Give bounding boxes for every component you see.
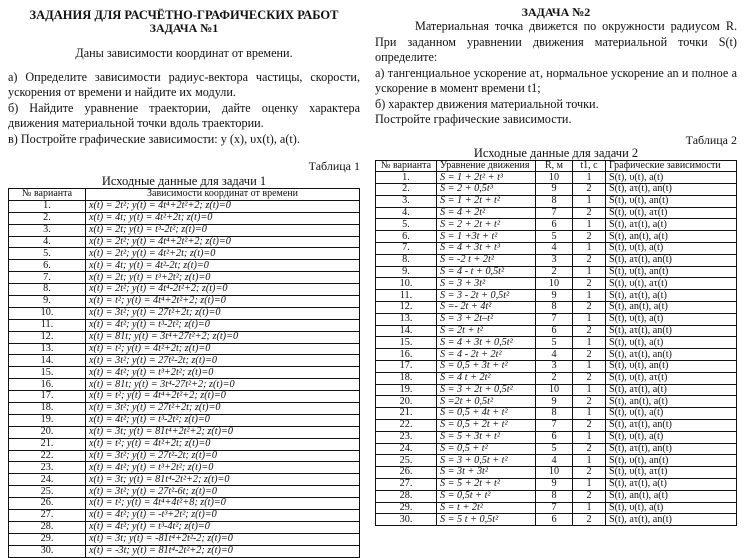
motion-equation: S = t + 2t² <box>437 502 536 514</box>
table-row <box>9 343 360 355</box>
motion-equation: S = 4 - 2t + 2t² <box>437 349 536 361</box>
motion-equation: S = 4 + 3t + t³ <box>437 243 536 255</box>
radius-value: 6 <box>536 219 573 231</box>
table-row <box>376 231 737 243</box>
coordinate-dependencies: x(t) = 3t²; y(t) = 27t²-2t; z(t)=0 <box>86 355 360 367</box>
time-value: 2 <box>573 467 606 479</box>
coordinate-dependencies: x(t) = 2t; y(t) = t³-2t²; z(t)=0 <box>86 224 360 236</box>
coordinate-dependencies: x(t) = 2t²; y(t) = 4t⁴+2t²+2; z(t)=0 <box>86 200 360 212</box>
radius-value: 7 <box>536 502 573 514</box>
graph-dependencies: S(t), aτ(t), a(t) <box>606 219 737 231</box>
time-value: 2 <box>573 396 606 408</box>
variant-number: 28. <box>9 521 86 533</box>
graph-dependencies: S(t), υ(t), a(t) <box>606 502 737 514</box>
task2-title: ЗАДАЧА №2 <box>521 5 591 19</box>
time-value: 1 <box>573 243 606 255</box>
table-row <box>9 379 360 391</box>
variant-number: 23. <box>376 431 437 443</box>
variant-number: 22. <box>9 450 86 462</box>
variant-number: 24. <box>9 474 86 486</box>
motion-equation: S =- 2t + 4t² <box>437 302 536 314</box>
graph-dependencies: S(t), υ(t), aτ(t) <box>606 372 737 384</box>
variant-number: 13. <box>376 313 437 325</box>
graph-dependencies: S(t), aτ(t), an(t) <box>606 443 737 455</box>
table-row <box>376 455 737 467</box>
task1-item-c: в) Постройте графические зависимости: y (x), υx(t), a(t). <box>8 131 300 146</box>
variant-number: 19. <box>376 384 437 396</box>
time-value: 1 <box>573 337 606 349</box>
graph-dependencies: S(t), aτ(t), a(t) <box>606 290 737 302</box>
radius-value: 9 <box>536 184 573 196</box>
variant-number: 30. <box>9 545 86 557</box>
time-value: 1 <box>573 266 606 278</box>
task2-item-b: б) характер движения материальной точки. <box>375 96 599 111</box>
graph-dependencies: S(t), aτ(t), an(t) <box>606 254 737 266</box>
variant-number: 27. <box>9 510 86 522</box>
variant-number: 15. <box>9 367 86 379</box>
radius-value: 4 <box>536 349 573 361</box>
table-row <box>9 224 360 236</box>
table-row <box>376 254 737 266</box>
variant-number: 22. <box>376 420 437 432</box>
coordinate-dependencies: x(t) = 3t²; y(t) = 27t²+2t; z(t)=0 <box>86 403 360 415</box>
variant-number: 2. <box>376 184 437 196</box>
variant-number: 16. <box>9 379 86 391</box>
coordinate-dependencies: x(t) = t²; y(t) = 4t²+2t; z(t)=0 <box>86 343 360 355</box>
table-row <box>376 302 737 314</box>
variant-number: 1. <box>376 172 437 184</box>
coordinate-dependencies: x(t) = -3t; y(t) = 81t⁴-2t²+2; z(t)=0 <box>86 545 360 557</box>
variant-number: 3. <box>9 224 86 236</box>
table-row <box>376 514 737 526</box>
coordinate-dependencies: x(t) = 3t²; y(t) = 27t²-6t; z(t)=0 <box>86 486 360 498</box>
graph-dependencies: S(t), an(t), a(t) <box>606 396 737 408</box>
motion-equation: S = 4 t + 2t² <box>437 372 536 384</box>
variant-number: 15. <box>376 337 437 349</box>
table-row <box>376 349 737 361</box>
motion-equation: S = 0,5 + 3t + t² <box>437 361 536 373</box>
coordinate-dependencies: x(t) = t²; y(t) = 4t⁴+2t²+2; z(t)=0 <box>86 296 360 308</box>
coordinate-dependencies: x(t) = 4t²; y(t) = t³-2t²; z(t)=0 <box>86 319 360 331</box>
variant-number: 9. <box>9 296 86 308</box>
time-value: 2 <box>573 349 606 361</box>
radius-value: 10 <box>536 278 573 290</box>
time-value: 1 <box>573 479 606 491</box>
time-value: 1 <box>573 455 606 467</box>
table-row <box>9 236 360 248</box>
time-value: 2 <box>573 207 606 219</box>
radius-value: 8 <box>536 302 573 314</box>
variant-number: 19. <box>9 414 86 426</box>
table-row <box>376 479 737 491</box>
variant-number: 1. <box>9 200 86 212</box>
table-row <box>376 502 737 514</box>
table-row <box>376 372 737 384</box>
table2-label: Таблица 2 <box>685 132 737 147</box>
radius-value: 3 <box>536 254 573 266</box>
radius-value: 8 <box>536 408 573 420</box>
table-row <box>376 313 737 325</box>
motion-equation: S = 0,5 + 2t + t² <box>437 420 536 432</box>
radius-value: 2 <box>536 372 573 384</box>
time-value: 2 <box>573 302 606 314</box>
variant-number: 26. <box>376 467 437 479</box>
task1-title: ЗАДАЧА №1 <box>149 21 219 35</box>
table1 <box>8 188 360 558</box>
graph-dependencies: S(t), aτ(t), an(t) <box>606 349 737 361</box>
table-row <box>9 498 360 510</box>
table-row <box>9 200 360 212</box>
task2-item-c: Постройте графические зависимости. <box>375 112 572 126</box>
table2-header-graphs: Графические зависимости <box>606 160 737 172</box>
radius-value: 9 <box>536 290 573 302</box>
motion-equation: S = 3 + 3t² <box>437 278 536 290</box>
graph-dependencies: S(t), υ(t), aτ(t) <box>606 278 737 290</box>
variant-number: 14. <box>9 355 86 367</box>
variant-number: 8. <box>9 284 86 296</box>
coordinate-dependencies: x(t) = 2t²; y(t) = 4t²+2t; z(t)=0 <box>86 248 360 260</box>
table1-header-variant: № варианта <box>9 189 86 201</box>
motion-equation: S = 3 - 2t + 0,5t² <box>437 290 536 302</box>
radius-value: 4 <box>536 243 573 255</box>
motion-equation: S =2t + 0,5t² <box>437 396 536 408</box>
time-value: 1 <box>573 313 606 325</box>
variant-number: 28. <box>376 490 437 502</box>
variant-number: 20. <box>376 396 437 408</box>
radius-value: 7 <box>536 313 573 325</box>
graph-dependencies: S(t), υ(t), a(t) <box>606 337 737 349</box>
table-row <box>9 438 360 450</box>
variant-number: 12. <box>376 302 437 314</box>
motion-equation: S = 1 + 2t + t² <box>437 195 536 207</box>
table-row <box>9 284 360 296</box>
motion-equation: S = 5 t + 0,5t² <box>437 514 536 526</box>
task1-intro: Даны зависимости координат от времени. <box>75 46 293 60</box>
variant-number: 17. <box>376 361 437 373</box>
radius-value: 2 <box>536 266 573 278</box>
table-row <box>376 207 737 219</box>
table-row <box>376 490 737 502</box>
table-row <box>9 462 360 474</box>
variant-number: 16. <box>376 349 437 361</box>
table2-header-variant: № варианта <box>376 160 437 172</box>
graph-dependencies: S(t), aτ(t), an(t) <box>606 184 737 196</box>
table-row <box>9 355 360 367</box>
motion-equation: S = 2 + 2t + t² <box>437 219 536 231</box>
graph-dependencies: S(t), υ(t), an(t) <box>606 455 737 467</box>
radius-value: 9 <box>536 479 573 491</box>
coordinate-dependencies: x(t) = 3t²; y(t) = 27t²+2t; z(t)=0 <box>86 307 360 319</box>
radius-value: 8 <box>536 195 573 207</box>
coordinate-dependencies: x(t) = 3t²; y(t) = 27t²-2t; z(t)=0 <box>86 450 360 462</box>
graph-dependencies: S(t), υ(t), a(t) <box>606 243 737 255</box>
table-row <box>376 431 737 443</box>
table-row <box>9 474 360 486</box>
table-row <box>9 296 360 308</box>
variant-number: 29. <box>376 502 437 514</box>
graph-dependencies: S(t), υ(t), an(t) <box>606 195 737 207</box>
table-row <box>9 260 360 272</box>
graph-dependencies: S(t), aτ(t), a(t) <box>606 479 737 491</box>
variant-number: 11. <box>376 290 437 302</box>
graph-dependencies: S(t), υ(t), an(t) <box>606 266 737 278</box>
table-row <box>376 219 737 231</box>
motion-equation: S = 2t + t² <box>437 325 536 337</box>
variant-number: 10. <box>376 278 437 290</box>
motion-equation: S = 3 + 2t–t² <box>437 313 536 325</box>
time-value: 2 <box>573 231 606 243</box>
table-row <box>9 403 360 415</box>
variant-number: 21. <box>376 408 437 420</box>
coordinate-dependencies: x(t) = 81t; y(t) = 3t⁴-27t²+2; z(t)=0 <box>86 379 360 391</box>
coordinate-dependencies: x(t) = 4t²; y(t) = t³+2t²; z(t)=0 <box>86 367 360 379</box>
variant-number: 18. <box>9 403 86 415</box>
table-row <box>376 266 737 278</box>
radius-value: 4 <box>536 455 573 467</box>
motion-equation: S = 4 + 2t² <box>437 207 536 219</box>
coordinate-dependencies: x(t) = 4t²; y(t) = -t³+2t²; z(t)=0 <box>86 510 360 522</box>
coordinate-dependencies: x(t) = t²; y(t) = 4t²+2t; z(t)=0 <box>86 438 360 450</box>
table-row <box>376 243 737 255</box>
motion-equation: S = 1 + 2t² + t³ <box>437 172 536 184</box>
variant-number: 3. <box>376 195 437 207</box>
variant-number: 6. <box>9 260 86 272</box>
task1-item-b: б) Найдите уравнение траектории, дайте оценку характера движения материальной точки вдоль траектории. <box>8 100 360 130</box>
table-row <box>9 367 360 379</box>
radius-value: 10 <box>536 384 573 396</box>
table-row <box>9 331 360 343</box>
table-row <box>9 545 360 557</box>
coordinate-dependencies: x(t) = 3t; y(t) = 81t⁴+2t²+2; z(t)=0 <box>86 426 360 438</box>
coordinate-dependencies: x(t) = 81t; y(t) = 3t⁴+27t²+2; z(t)=0 <box>86 331 360 343</box>
variant-number: 29. <box>9 533 86 545</box>
table-row <box>376 290 737 302</box>
table-row <box>376 443 737 455</box>
radius-value: 3 <box>536 361 573 373</box>
radius-value: 5 <box>536 337 573 349</box>
variant-number: 6. <box>376 231 437 243</box>
graph-dependencies: S(t), υ(t), aτ(t) <box>606 467 737 479</box>
motion-equation: S = 3 + 0,5t + t² <box>437 455 536 467</box>
table-row <box>9 450 360 462</box>
variant-number: 7. <box>9 272 86 284</box>
variant-number: 4. <box>9 236 86 248</box>
motion-equation: S = 0,5t + t² <box>437 490 536 502</box>
table-row <box>376 184 737 196</box>
table1-header-row <box>9 189 360 201</box>
motion-equation: S = 0,5 + t² <box>437 443 536 455</box>
variant-number: 12. <box>9 331 86 343</box>
table2-header-equation: Уравнение движения <box>437 160 536 172</box>
time-value: 2 <box>573 254 606 266</box>
variant-number: 24. <box>376 443 437 455</box>
table2-header-radius: R, м <box>536 160 573 172</box>
time-value: 1 <box>573 408 606 420</box>
motion-equation: S = 5 + 2t + t² <box>437 479 536 491</box>
table1-label: Таблица 1 <box>308 159 360 173</box>
motion-equation: S = 1 +3t + t² <box>437 231 536 243</box>
table-row <box>9 319 360 331</box>
graph-dependencies: S(t), an(t), a(t) <box>606 302 737 314</box>
time-value: 1 <box>573 502 606 514</box>
table2-header-row <box>376 160 737 172</box>
motion-equation: S = 5 + 3t + t² <box>437 431 536 443</box>
variant-number: 14. <box>376 325 437 337</box>
graph-dependencies: S(t), υ(t), a(t) <box>606 431 737 443</box>
coordinate-dependencies: x(t) = 4t; y(t) = 4t²+2t; z(t)=0 <box>86 212 360 224</box>
coordinate-dependencies: x(t) = 4t²; y(t) = t³+2t²; z(t)=0 <box>86 462 360 474</box>
time-value: 1 <box>573 195 606 207</box>
graph-dependencies: S(t), υ(t), an(t) <box>606 361 737 373</box>
time-value: 1 <box>573 431 606 443</box>
variant-number: 8. <box>376 254 437 266</box>
table-row <box>376 195 737 207</box>
time-value: 2 <box>573 372 606 384</box>
variant-number: 10. <box>9 307 86 319</box>
variant-number: 13. <box>9 343 86 355</box>
radius-value: 9 <box>536 396 573 408</box>
time-value: 1 <box>573 384 606 396</box>
table-row <box>376 420 737 432</box>
time-value: 2 <box>573 184 606 196</box>
coordinate-dependencies: x(t) = 4t; y(t) = 4t²-2t; z(t)=0 <box>86 260 360 272</box>
variant-number: 25. <box>9 486 86 498</box>
table2 <box>375 160 737 527</box>
coordinate-dependencies: x(t) = 2t²; y(t) = 4t⁴+2t²+2; z(t)=0 <box>86 236 360 248</box>
time-value: 1 <box>573 290 606 302</box>
task2-item-a: а) тангенциальное ускорение aτ, нормальное ускорение an и полное a ускорение в момент времени t1; <box>375 65 737 95</box>
variant-number: 7. <box>376 243 437 255</box>
motion-equation: S = 3 + 2t + 0,5t² <box>437 384 536 396</box>
motion-equation: S = -2 t + 2t² <box>437 254 536 266</box>
variant-number: 27. <box>376 479 437 491</box>
table2-caption: Исходные данные для задачи 2 <box>473 145 639 160</box>
time-value: 2 <box>573 325 606 337</box>
coordinate-dependencies: x(t) = 4t²; y(t) = t³-4t²; z(t)=0 <box>86 521 360 533</box>
table-row <box>9 391 360 403</box>
graph-dependencies: S(t), an(t), a(t) <box>606 231 737 243</box>
table-row <box>9 272 360 284</box>
radius-value: 7 <box>536 420 573 432</box>
table-row <box>9 212 360 224</box>
graph-dependencies: S(t), υ(t), a(t) <box>606 172 737 184</box>
table-row <box>376 278 737 290</box>
table-row <box>376 408 737 420</box>
task1-item-a: а) Определите зависимости радиус-вектора частицы, скорости, ускорения от времени и найдите их модули. <box>8 69 360 99</box>
coordinate-dependencies: x(t) = 4t²; y(t) = t³-2t²; z(t)=0 <box>86 414 360 426</box>
motion-equation: S = 4 + 3t + 0,5t² <box>437 337 536 349</box>
motion-equation: S = 4 - t + 0,5t² <box>437 266 536 278</box>
variant-number: 2. <box>9 212 86 224</box>
variant-number: 5. <box>9 248 86 260</box>
document-title: ЗАДАНИЯ ДЛЯ РАСЧЁТНО-ГРАФИЧЕСКИХ РАБОТ <box>29 8 339 22</box>
radius-value: 5 <box>536 443 573 455</box>
table-row <box>376 396 737 408</box>
time-value: 2 <box>573 443 606 455</box>
graph-dependencies: S(t), υ(t), a(t) <box>606 408 737 420</box>
coordinate-dependencies: x(t) = t²; y(t) = 4t⁴+4t²+8; z(t)=0 <box>86 498 360 510</box>
graph-dependencies: S(t), aτ(t), a(t) <box>606 384 737 396</box>
time-value: 2 <box>573 490 606 502</box>
time-value: 1 <box>573 361 606 373</box>
table-row <box>376 467 737 479</box>
coordinate-dependencies: x(t) = t²; y(t) = 4t⁴+2t²+2; z(t)=0 <box>86 391 360 403</box>
variant-number: 17. <box>9 391 86 403</box>
graph-dependencies: S(t), aτ(t), an(t) <box>606 420 737 432</box>
radius-value: 8 <box>536 490 573 502</box>
motion-equation: S = 3t + 3t² <box>437 467 536 479</box>
radius-value: 6 <box>536 514 573 526</box>
variant-number: 11. <box>9 319 86 331</box>
table-row <box>9 307 360 319</box>
graph-dependencies: S(t), an(t), a(t) <box>606 490 737 502</box>
variant-number: 5. <box>376 219 437 231</box>
coordinate-dependencies: x(t) = 3t; y(t) = 81t⁴-2t²+2; z(t)=0 <box>86 474 360 486</box>
table-row <box>9 510 360 522</box>
coordinate-dependencies: x(t) = 2t²; y(t) = 4t⁴-2t²+2; z(t)=0 <box>86 284 360 296</box>
table1-caption: Исходные данные для задачи 1 <box>101 174 267 188</box>
variant-number: 23. <box>9 462 86 474</box>
table-row <box>9 533 360 545</box>
variant-number: 18. <box>376 372 437 384</box>
coordinate-dependencies: x(t) = 3t; y(t) = -81t⁴+2t²-2; z(t)=0 <box>86 533 360 545</box>
radius-value: 10 <box>536 172 573 184</box>
table2-header-time: t1, с <box>573 160 606 172</box>
variant-number: 20. <box>9 426 86 438</box>
radius-value: 6 <box>536 325 573 337</box>
variant-number: 26. <box>9 498 86 510</box>
table-row <box>9 521 360 533</box>
variant-number: 25. <box>376 455 437 467</box>
radius-value: 6 <box>536 431 573 443</box>
task2-intro: Материальная точка движется по окружности радиусом R. При заданном уравнении движения материальной точки S(t) определите: <box>375 19 737 64</box>
variant-number: 30. <box>376 514 437 526</box>
table-row <box>376 337 737 349</box>
variant-number: 4. <box>376 207 437 219</box>
graph-dependencies: S(t), aτ(t), an(t) <box>606 325 737 337</box>
table-row <box>376 325 737 337</box>
time-value: 1 <box>573 219 606 231</box>
table-row <box>376 172 737 184</box>
time-value: 1 <box>573 172 606 184</box>
graph-dependencies: S(t), υ(t), aτ(t) <box>606 207 737 219</box>
time-value: 2 <box>573 420 606 432</box>
table-row <box>9 414 360 426</box>
graph-dependencies: S(t), aτ(t), an(t) <box>606 514 737 526</box>
coordinate-dependencies: x(t) = 2t; y(t) = t³+2t²; z(t)=0 <box>86 272 360 284</box>
radius-value: 10 <box>536 467 573 479</box>
table-row <box>376 361 737 373</box>
table-row <box>376 384 737 396</box>
motion-equation: S = 0,5 + 4t + t² <box>437 408 536 420</box>
task2-column <box>375 0 737 526</box>
radius-value: 5 <box>536 231 573 243</box>
table1-header-dependencies: Зависимости координат от времени <box>86 189 360 201</box>
time-value: 2 <box>573 514 606 526</box>
variant-number: 21. <box>9 438 86 450</box>
task1-column <box>8 0 360 558</box>
time-value: 2 <box>573 278 606 290</box>
radius-value: 7 <box>536 207 573 219</box>
motion-equation: S = 2 + 0,5t³ <box>437 184 536 196</box>
table-row <box>9 486 360 498</box>
table-row <box>9 426 360 438</box>
graph-dependencies: S(t), υ(t), a(t) <box>606 313 737 325</box>
variant-number: 9. <box>376 266 437 278</box>
table-row <box>9 248 360 260</box>
